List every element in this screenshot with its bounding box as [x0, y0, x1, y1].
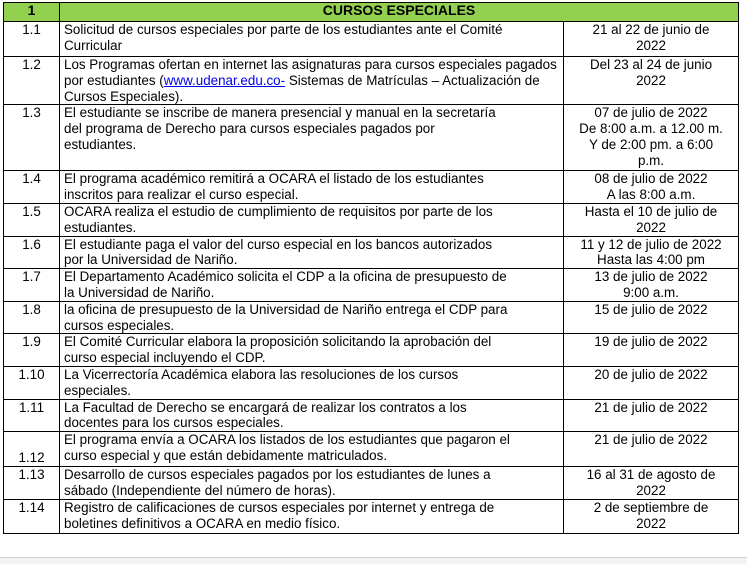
activity-date: [564, 301, 739, 334]
activity-line: Curricular: [64, 37, 123, 53]
activity-date: [564, 399, 739, 432]
activity-date: [564, 334, 739, 367]
activity-line: curso especial y que están debidamente matriculados.: [64, 447, 388, 463]
date-line: 21 de julio de 2022: [594, 432, 708, 448]
activity-line: sábado (Independiente del número de horas).: [64, 482, 336, 498]
activity-line: la oficina de presupuesto de la Universidad de Nariño entrega el CDP para: [64, 301, 508, 317]
header-title: CURSOS ESPECIALES: [60, 3, 739, 22]
date-line: 2 de septiembre de: [593, 499, 709, 515]
activity-line: Registro de calificaciones de cursos especiales por internet y entrega de: [64, 499, 495, 515]
activity-date: [564, 269, 739, 302]
date-line: 11 y 12 de julio de 2022: [580, 236, 722, 252]
activity-line: la Universidad de Nariño.: [64, 284, 215, 300]
table-row: [4, 22, 739, 57]
table-row: [4, 269, 739, 302]
activity-description: [60, 236, 564, 269]
date-line: De 8:00 a.m. a 12.00 m.: [579, 121, 723, 137]
activity-line: El estudiante se inscribe de manera presencial y manual en la secretaría: [64, 105, 496, 121]
table-row: [4, 105, 739, 171]
row-number: 1.4: [4, 171, 60, 204]
activity-description: [60, 269, 564, 302]
activity-date: [564, 467, 739, 500]
activity-text: Sistemas de Matrículas – Actualización de Cursos Especiales).: [64, 72, 540, 104]
activity-line: cursos especiales.: [64, 317, 175, 333]
activity-description: [60, 467, 564, 500]
row-number: 1.11: [4, 399, 60, 432]
date-line: 15 de julio de 2022: [594, 301, 708, 317]
activity-line: curso especial incluyendo el CDP.: [64, 350, 266, 366]
row-number: 1.3: [4, 105, 60, 171]
table-row: [4, 57, 739, 105]
table-row: [4, 334, 739, 367]
date-line: 2022: [636, 515, 666, 531]
activity-date: [564, 432, 739, 467]
activity-date: [564, 171, 739, 204]
row-number: 1.8: [4, 301, 60, 334]
table-row: [4, 203, 739, 236]
date-line: Hasta las 4:00 pm: [597, 252, 705, 268]
activity-line: El Comité Curricular elabora la proposición solicitando la aprobación del: [64, 334, 492, 350]
activity-description: [60, 334, 564, 367]
row-number: 1.5: [4, 203, 60, 236]
date-line: Y de 2:00 pm. a 6:00: [588, 136, 714, 152]
table-row: [4, 467, 739, 500]
table-row: [4, 432, 739, 467]
row-number: 1.9: [4, 334, 60, 367]
table-row: [4, 499, 739, 533]
table-row: [4, 171, 739, 204]
row-number: 1.7: [4, 269, 60, 302]
table-row: [4, 366, 739, 399]
date-line: 13 de julio de 2022: [594, 269, 708, 285]
date-line: 08 de julio de 2022: [594, 171, 708, 187]
activity-line: El programa envía a OCARA los listados de los estudiantes que pagaron el: [64, 432, 510, 448]
udenar-website-link[interactable]: www.udenar.edu.co-: [163, 72, 286, 88]
activity-line: La Facultad de Derecho se encargará de realizar los contratos a los: [64, 399, 467, 415]
activity-line: El estudiante paga el valor del curso especial en los bancos autorizados: [64, 236, 493, 252]
activity-line: inscritos para realizar el curso especial.: [64, 187, 299, 203]
activity-date: [564, 236, 739, 269]
table-row: [4, 236, 739, 269]
row-number: 1.1: [4, 22, 60, 57]
activity-date: [564, 57, 739, 105]
date-line: 16 al 31 de agosto de: [586, 467, 716, 483]
activity-line: estudiantes.: [64, 136, 137, 152]
row-number: 1.6: [4, 236, 60, 269]
activity-date: [564, 203, 739, 236]
row-number: 1.10: [4, 366, 60, 399]
activity-description: [60, 171, 564, 204]
activity-line: El Departamento Académico solicita el CDP a la oficina de presupuesto de: [64, 269, 507, 285]
table-row: [4, 301, 739, 334]
date-line: 19 de julio de 2022: [594, 334, 708, 350]
activity-date: [564, 22, 739, 57]
activity-line: Solicitud de cursos especiales por parte de los estudiantes ante el Comité: [64, 22, 503, 37]
activity-description: [60, 499, 564, 533]
activity-line: OCARA realiza el estudio de cumplimiento de requisitos por parte de los: [64, 203, 493, 219]
activity-line: boletines definitivos a OCARA en medio físico.: [64, 515, 341, 531]
date-line: 21 de julio de 2022: [594, 399, 708, 415]
activity-description: [60, 366, 564, 399]
activity-date: [564, 366, 739, 399]
row-number: 1.12: [4, 432, 60, 467]
activity-description: [60, 203, 564, 236]
activity-line: docentes para los cursos especiales.: [64, 415, 284, 431]
date-line: 2022: [636, 72, 666, 88]
date-line: 2022: [636, 482, 666, 498]
row-number: 1.14: [4, 499, 60, 533]
date-line: Hasta el 10 de julio de: [584, 203, 718, 219]
header-number: 1: [4, 3, 60, 22]
activity-text: Los Programas ofertan en internet las asignaturas para cursos especiales pagados por estudiantes (: [64, 57, 557, 88]
row-number: 1.2: [4, 57, 60, 105]
activity-description: [60, 399, 564, 432]
date-line: 07 de julio de 2022: [594, 105, 708, 121]
activity-description: [60, 22, 564, 57]
activity-date: [564, 105, 739, 171]
date-line: 9:00 a.m.: [623, 284, 679, 300]
date-line: Del 23 al 24 de junio: [589, 57, 713, 72]
activity-line: Desarrollo de cursos especiales pagados por los estudiantes de lunes a: [64, 467, 491, 483]
activity-description: [60, 57, 564, 105]
activity-description: [60, 105, 564, 171]
activity-date: [564, 499, 739, 533]
activity-description: [60, 301, 564, 334]
activity-line: especiales.: [64, 382, 131, 398]
activity-line: por la Universidad de Nariño.: [64, 252, 238, 268]
date-line: 2022: [636, 37, 666, 53]
activity-line: estudiantes.: [64, 219, 137, 235]
courses-schedule-table: [3, 2, 739, 534]
date-line: 20 de julio de 2022: [594, 366, 708, 382]
row-number: 1.13: [4, 467, 60, 500]
activity-line: del programa de Derecho para cursos especiales pagados por: [64, 121, 435, 137]
date-line: p.m.: [637, 152, 665, 168]
date-line: A las 8:00 a.m.: [606, 187, 696, 203]
activity-description: [60, 432, 564, 467]
table-row: [4, 399, 739, 432]
date-line: 2022: [636, 219, 666, 235]
date-line: 21 al 22 de junio de: [592, 22, 710, 37]
activity-line: La Vicerrectoría Académica elabora las resoluciones de los cursos: [64, 366, 459, 382]
table-header-row: [4, 3, 739, 22]
activity-line: El programa académico remitirá a OCARA el listado de los estudiantes: [64, 171, 484, 187]
